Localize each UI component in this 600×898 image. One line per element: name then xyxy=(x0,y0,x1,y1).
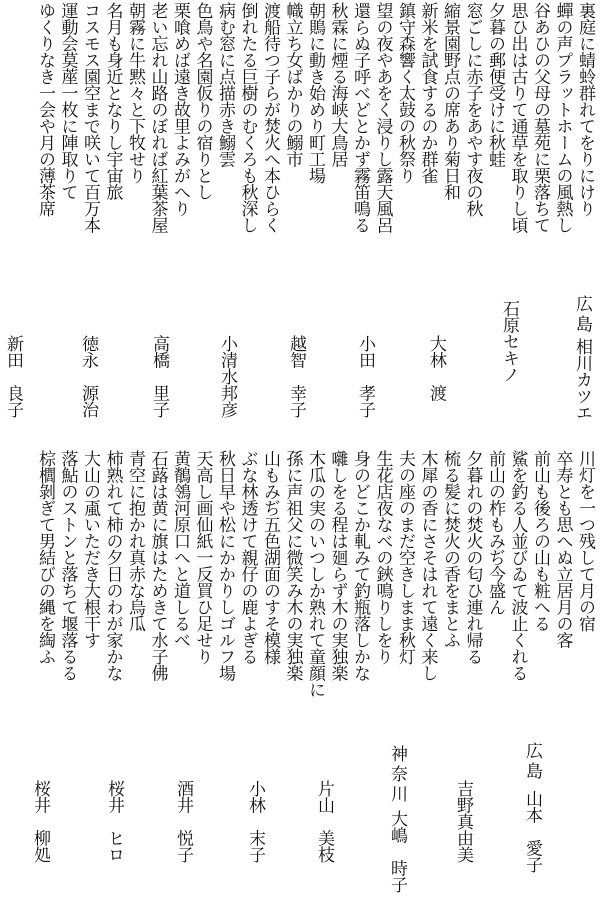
author-name: 大嶋 時子 xyxy=(387,810,407,893)
haiku-line: 望の夜やあをく浸りし露天風呂 xyxy=(372,2,393,233)
author-name: 越智 幸子 xyxy=(286,335,306,418)
haiku-line: 老い忘れ山路のぼれば紅葉茶屋 xyxy=(147,2,168,233)
author-name: 小林 末子 xyxy=(245,780,265,863)
haiku-line: 生花店夜なべの鋏鳴りしをり xyxy=(372,450,393,665)
haiku-line: 卒寿とも思へぬ立居月の客 xyxy=(552,450,573,648)
haiku-line: 青空に抱かれ真赤な烏瓜 xyxy=(125,450,145,632)
haiku-line: 夫の座のまだ空きしまま秋灯 xyxy=(395,450,415,665)
haiku-line: 倒れたる巨樹のむくろも秋深し xyxy=(237,2,258,233)
haiku-line: 幟立ち女ばかりの鰯市 xyxy=(282,2,303,167)
haiku-line: ゆくりなき一会や月の薄茶席 xyxy=(35,2,55,217)
author-name: 小田 孝子 xyxy=(355,335,375,418)
author-name: 相川カツエ xyxy=(572,338,592,421)
author-name: 酒井 悦子 xyxy=(173,780,193,863)
haiku-line: 梳る髪に焚火の香をまとふ xyxy=(440,450,460,648)
haiku-line: 名月も身近となりし宇宙旅 xyxy=(102,2,123,200)
haiku-line: 落鮎のストンと落ちて堰落るる xyxy=(57,450,78,681)
haiku-line: 山もみぢ五色湖面のすそ模様 xyxy=(260,450,280,665)
author-name: 桜井 ヒロ xyxy=(104,780,124,863)
author-name: 高橋 里子 xyxy=(149,335,169,418)
haiku-line: 前山の柞もみぢ今盛ん xyxy=(485,450,505,615)
haiku-line: 大山の颪いただき大根干す xyxy=(80,450,100,648)
author-location: 広島 xyxy=(572,295,592,335)
author-name: 徳永 源治 xyxy=(78,335,98,418)
haiku-line: 川灯を一つ残して月の宿 xyxy=(575,450,595,632)
haiku-line: 夕暮れの焚火の匂ひ連れ帰る xyxy=(462,450,483,665)
haiku-line: 蟬の声プラットホームの風熱し xyxy=(552,2,573,233)
haiku-line: 木犀の香にさそはれて遠く来し xyxy=(417,450,438,681)
haiku-line: 栗喰めば遠き故里よみがへり xyxy=(170,2,190,217)
haiku-line: ぶな林透けて親仔の鹿よぎる xyxy=(237,450,258,665)
author-name: 小清水邦彦 xyxy=(217,335,237,418)
author-name: 新田 良子 xyxy=(3,335,23,418)
haiku-line: 還らぬ子呼べどとかず霧笛鳴る xyxy=(350,2,370,233)
author-location: 広島 xyxy=(522,742,542,782)
author-name: 大林 渡 xyxy=(426,335,446,401)
haiku-line: 身のどこか軋みて釣瓶落しかな xyxy=(350,450,370,681)
haiku-line: 病む窓に点描赤き鰯雲 xyxy=(215,2,235,167)
haiku-line: 色鳥や名園仮りの宿りとし xyxy=(192,2,213,200)
haiku-line: 谷あひの父母の墓苑に栗落ちて xyxy=(530,2,550,233)
haiku-line: 棕櫚剝ぎて男結びの縄を綯ふ xyxy=(35,450,55,665)
author-name: 片山 美枝 xyxy=(314,780,334,863)
haiku-line: コスモス園空まで咲いて百万本 xyxy=(80,2,100,233)
haiku-line: 石蕗は黄に旗はためきて水子佛 xyxy=(147,450,168,681)
haiku-line: 前山も後ろの山も粧へる xyxy=(530,450,550,632)
author-name: 石原セキノ xyxy=(499,300,519,383)
haiku-line: 朝鵙に動き始めり町工場 xyxy=(305,2,325,184)
author-location: 神奈川 xyxy=(387,745,407,805)
author-name: 吉野真由美 xyxy=(453,780,473,863)
haiku-line: 秋日早や松にかかりしゴルフ場 xyxy=(215,450,235,681)
haiku-line: 木瓜の実のいつしか熟れて童顔に xyxy=(305,450,325,698)
haiku-line: 鯊を釣る人並びゐて波止くれる xyxy=(507,450,528,681)
haiku-line: 裏庭に蜻蛉群れてをりにけり xyxy=(575,2,595,217)
haiku-line: 柿熟れて柿の夕日のわが家かな xyxy=(102,450,123,681)
haiku-line: 天高し画仙紙一反買ひ足せり xyxy=(192,450,213,665)
haiku-line: 思ひ出は古りて通草を取りし頃 xyxy=(507,2,528,233)
haiku-line: 渡船待つ子らが焚火へ本ひらく xyxy=(260,2,280,233)
haiku-line: 黄鶺鴒河原口へと道しるべ xyxy=(170,450,190,648)
haiku-line: 鎮守森響く太鼓の秋祭り xyxy=(395,2,415,184)
author-name: 桜井 柳処 xyxy=(30,780,50,863)
haiku-line: 朝霧に牛黙々と下牧せり xyxy=(125,2,145,184)
author-name: 山本 愛子 xyxy=(522,790,542,873)
haiku-line: 秋霖に煙る海峡大鳥居 xyxy=(327,2,348,167)
haiku-line: 孫に声祖父に微笑み木の実独楽 xyxy=(282,450,303,681)
haiku-line: 運動会莫蓙一枚に陣取りて xyxy=(57,2,78,200)
haiku-line: 新米を試食するのか群雀 xyxy=(417,2,438,184)
haiku-line: 囃しをる程は廻らず木の実独楽 xyxy=(327,450,348,681)
haiku-line: 縮景園野点の席あり菊日和 xyxy=(440,2,460,200)
haiku-line: 窓ごしに赤子をあやす夜の秋 xyxy=(462,2,483,217)
haiku-line: 夕暮の郵便受けに秋蛙 xyxy=(485,2,505,167)
